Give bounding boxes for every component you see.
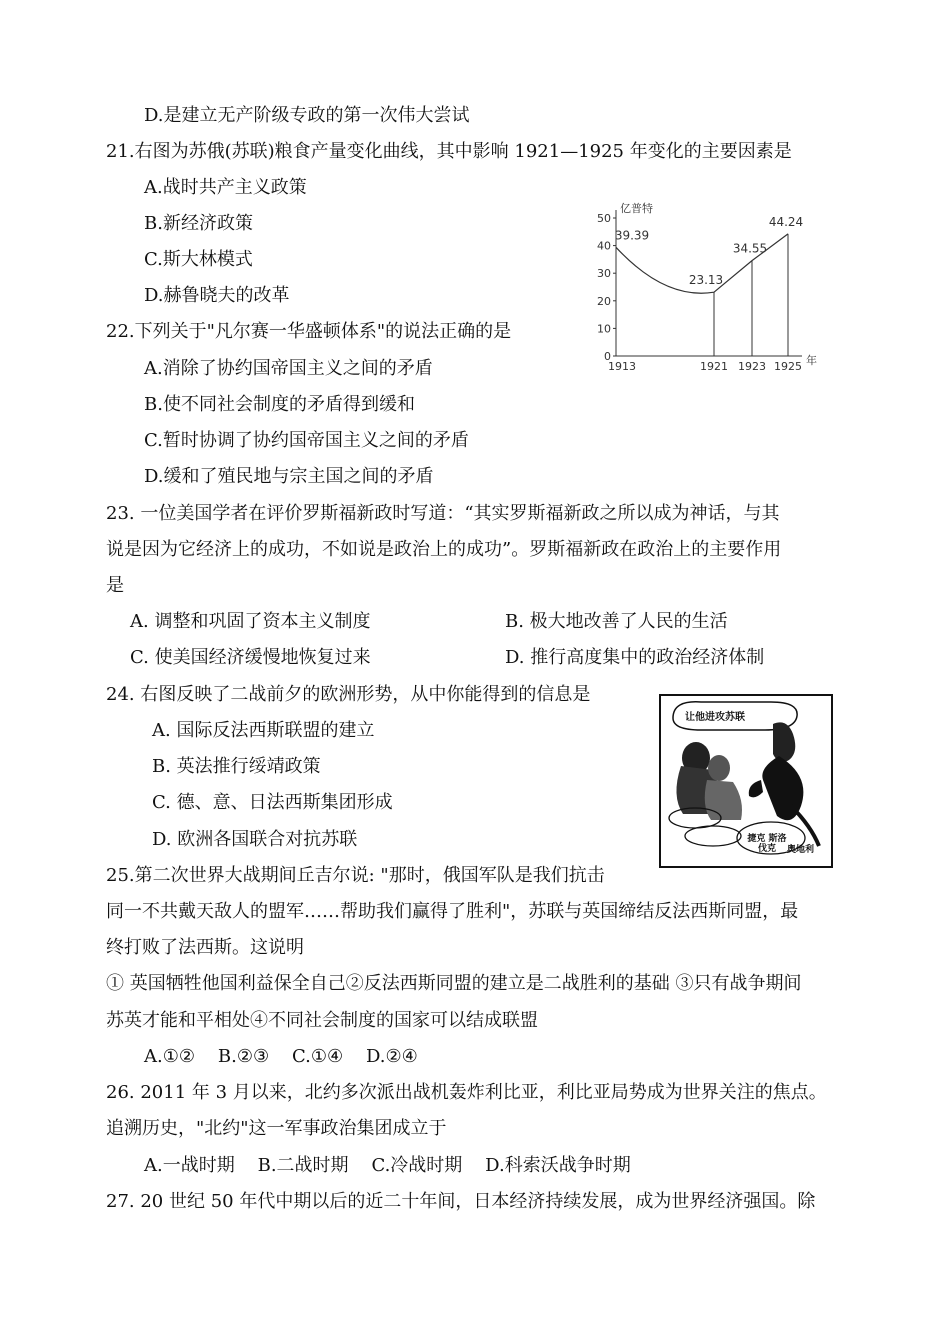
q24-stem: 24. 右图反映了二战前夕的欧洲形势，从中你能得到的信息是 <box>106 684 591 705</box>
q21-option-a: A.战时共产主义政策 <box>144 177 307 198</box>
q25-stem-5: 苏英才能和平相处④不同社会制度的国家可以结成联盟 <box>106 1010 538 1031</box>
q25-stem-4: ① 英国牺牲他国利益保全自己②反法西斯同盟的建立是二战胜利的基础 ③只有战争期间 <box>106 973 802 994</box>
y-axis-label: 亿普特 <box>620 202 653 215</box>
q23-stem-2: 说是因为它经济上的成功，不如说是政治上的成功”。罗斯福新政在政治上的主要作用 <box>106 539 782 560</box>
q25-stem-2: 同一不共戴天敌人的盟军……帮助我们赢得了胜利"，苏联与英国缔结反法西斯同盟，最 <box>106 901 799 922</box>
q23-option-b: B. 极大地改善了人民的生活 <box>505 611 728 632</box>
q26-options: A.一战时期 B.二战时期 C.冷战时期 D.科索沃战争时期 <box>144 1155 631 1176</box>
q23-stem-3: 是 <box>106 575 124 596</box>
q21-option-c: C.斯大林模式 <box>144 249 253 270</box>
y-tick-label: 30 <box>597 267 611 281</box>
chart-svg <box>592 196 832 376</box>
x-axis-label: 年 <box>806 354 817 367</box>
x-tick-label: 1913 <box>608 360 636 373</box>
q24-option-b: B. 英法推行绥靖政策 <box>152 756 321 777</box>
x-tick-label: 1923 <box>738 360 766 373</box>
y-tick-label: 20 <box>597 294 611 308</box>
data-label: 23.13 <box>688 273 724 288</box>
q26-stem-2: 追溯历史，"北约"这一军事政治集团成立于 <box>106 1118 447 1139</box>
q20-option-d: D.是建立无产阶级专政的第一次伟大尝试 <box>144 105 470 126</box>
q22-option-c: C.暂时协调了协约国帝国主义之间的矛盾 <box>144 430 469 451</box>
q23-option-c: C. 使美国经济缓慢地恢复过来 <box>130 647 371 668</box>
europe-cartoon <box>659 694 833 868</box>
data-label: 44.24 <box>768 214 804 229</box>
q25-options: A.①② B.②③ C.①④ D.②④ <box>144 1046 418 1067</box>
q26-stem-1: 26. 2011 年 3 月以来，北约多次派出战机轰炸利比亚，利比亚局势成为世界关注的焦点。 <box>106 1082 827 1103</box>
q24-option-a: A. 国际反法西斯联盟的建立 <box>152 720 375 741</box>
q22-option-b: B.使不同社会制度的矛盾得到缓和 <box>144 394 415 415</box>
q22-option-a: A.消除了协约国帝国主义之间的矛盾 <box>144 358 433 379</box>
y-tick-label: 50 <box>597 212 611 225</box>
q23-option-d: D. 推行高度集中的政治经济体制 <box>505 647 765 668</box>
grain-production-chart <box>592 196 832 380</box>
q27-stem: 27. 20 世纪 50 年代中期以后的近二十年间，日本经济持续发展，成为世界经济强国。除 <box>106 1191 816 1212</box>
cartoon-banner-text: 让他进攻苏联 <box>685 712 745 723</box>
q21-option-b: B.新经济政策 <box>144 213 253 234</box>
y-tick-label: 0 <box>604 350 611 363</box>
y-tick-label: 10 <box>597 322 611 336</box>
cartoon-label-czechoslovakia: 捷克 斯洛伐克 <box>747 834 787 854</box>
q24-option-d: D. 欧洲各国联合对抗苏联 <box>152 829 358 850</box>
q22-option-d: D.缓和了殖民地与宗主国之间的矛盾 <box>144 466 434 487</box>
y-tick-label: 40 <box>597 239 611 253</box>
q24-option-c: C. 德、意、日法西斯集团形成 <box>152 792 393 813</box>
q25-stem-3: 终打败了法西斯。这说明 <box>106 937 304 958</box>
data-label: 39.39 <box>614 228 650 243</box>
q25-stem-1: 25.第二次世界大战期间丘吉尔说: "那时，俄国军队是我们抗击 <box>106 865 605 886</box>
cartoon-label-austria: 奥地利 <box>787 845 815 855</box>
q23-stem-1: 23. 一位美国学者在评价罗斯福新政时写道：“其实罗斯福新政之所以成为神话，与其 <box>106 503 780 524</box>
q21-option-d: D.赫鲁晓夫的改革 <box>144 285 290 306</box>
q22-stem: 22.下列关于"凡尔赛一华盛顿体系"的说法正确的是 <box>106 321 512 342</box>
q21-stem: 21.右图为苏俄(苏联)粮食产量变化曲线，其中影响 1921—1925 年变化的主要因素是 <box>106 141 792 162</box>
q23-option-a: A. 调整和巩固了资本主义制度 <box>130 611 371 632</box>
x-tick-label: 1925 <box>774 360 802 373</box>
data-label: 34.55 <box>732 241 768 256</box>
x-tick-label: 1921 <box>700 360 728 373</box>
